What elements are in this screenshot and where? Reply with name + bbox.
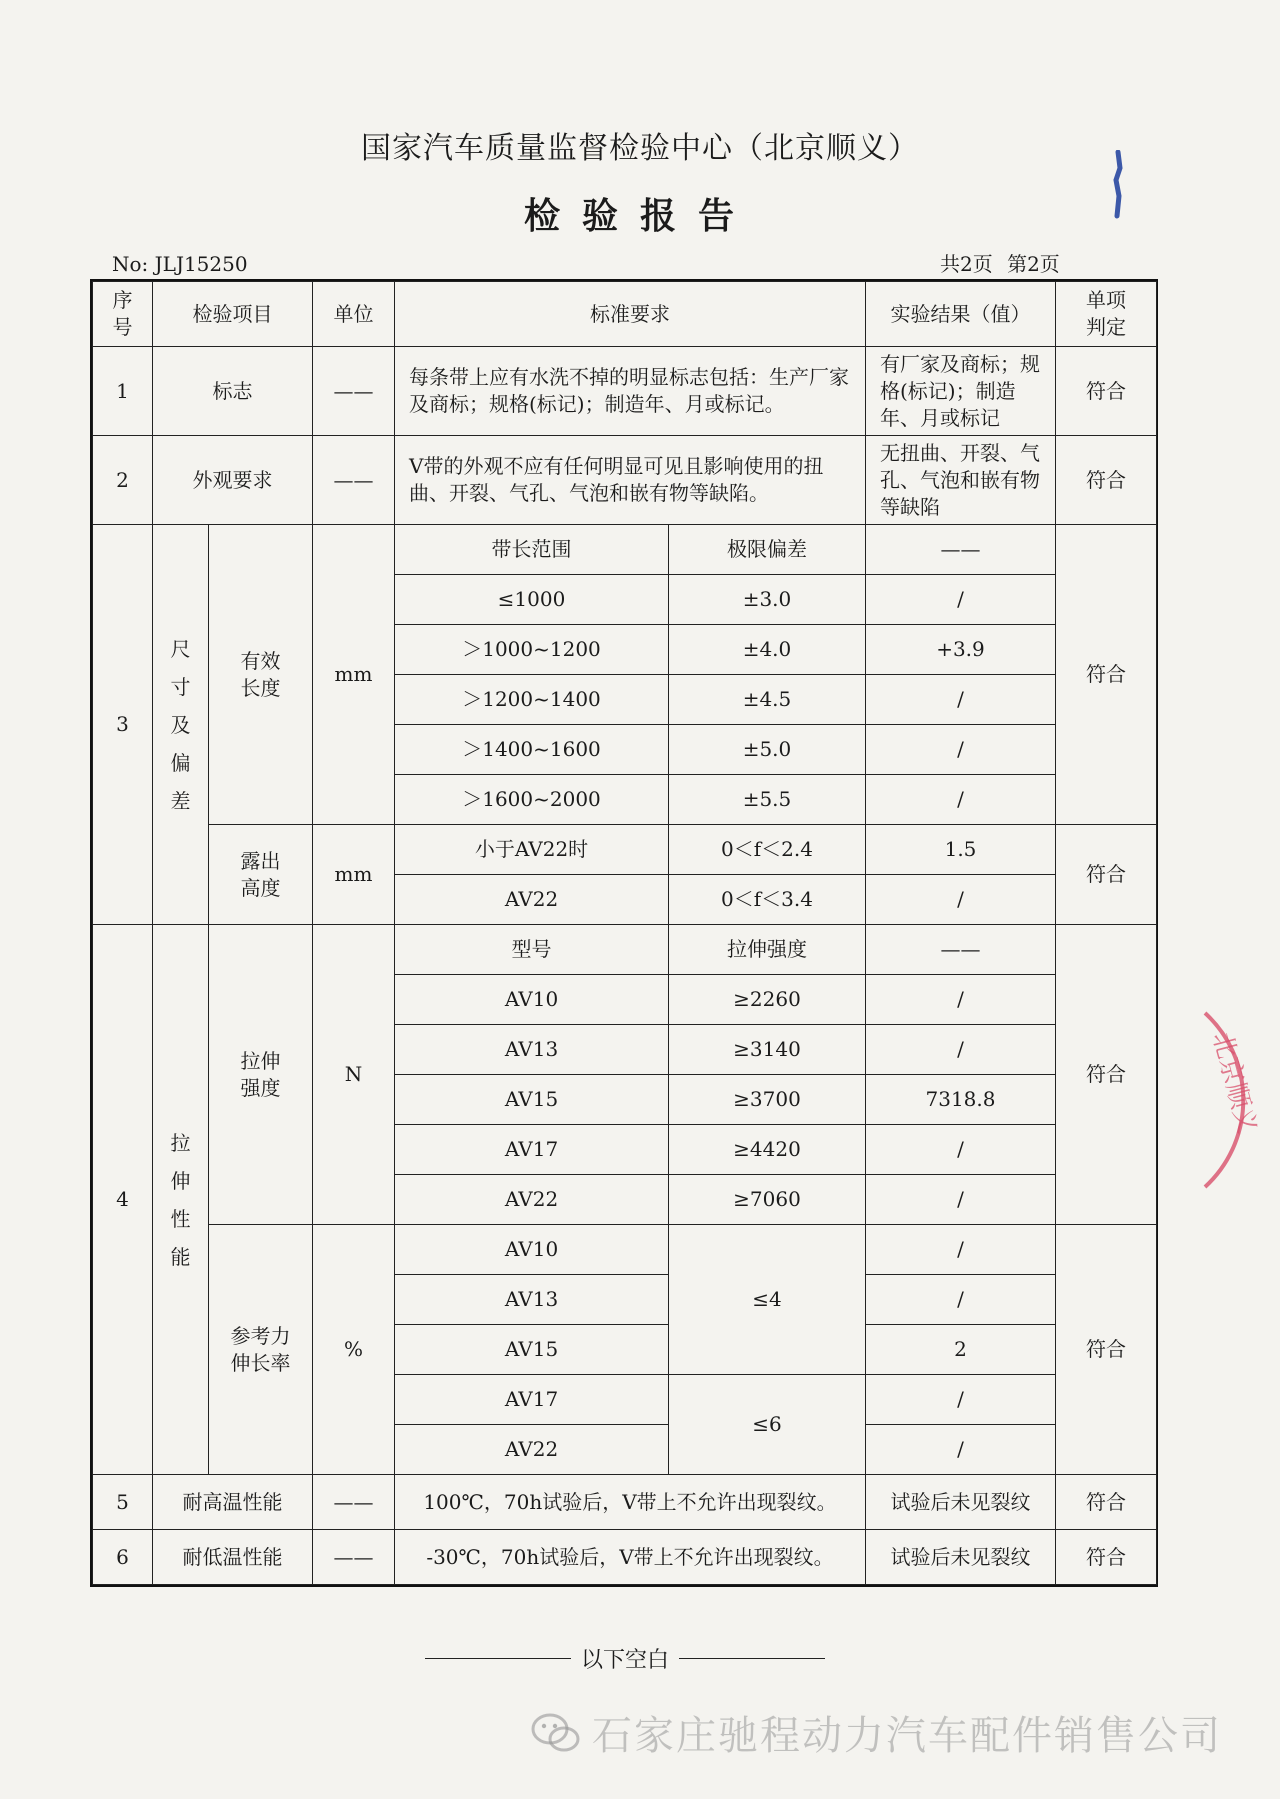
blank-below-text: 以下空白 [581,1648,670,1673]
row6-judge: 符合 [1056,1530,1157,1585]
length-result: / [866,775,1056,825]
table-row [93,1530,1157,1585]
length-range: ＞1000~1200 [395,625,669,675]
length-tolerance: ±3.0 [669,575,866,625]
report-number-value: JLJ15250 [154,252,248,276]
strength-result: / [866,1175,1056,1225]
elongation-item [209,1225,313,1475]
strength-model: AV22 [395,1175,669,1225]
table-row [93,1225,1157,1275]
length-tolerance: ±4.0 [669,625,866,675]
exposed-height-item [209,825,313,925]
row2-unit: —— [313,436,395,525]
strength-result: / [866,975,1056,1025]
report-title: 检验报告 [523,195,756,237]
org-title: 国家汽车质量监督检验中心（北京顺义） [361,131,919,166]
row2-result: 无扭曲、开裂、气孔、气泡和嵌有物等缺陷 [866,436,1056,525]
report-number [112,252,248,276]
elongation-model: AV10 [395,1225,669,1275]
row5-item: 耐高温性能 [153,1475,313,1530]
row6-unit: —— [313,1530,395,1585]
row1-judge: 符合 [1056,347,1157,436]
row5-standard: 100℃，70h试验后，V带上不允许出现裂纹。 [395,1475,866,1530]
row5-unit: —— [313,1475,395,1530]
elongation-model: AV17 [395,1375,669,1425]
row5-seq: 5 [93,1475,153,1530]
length-range: ＞1600~2000 [395,775,669,825]
row3-seq: 3 [93,525,153,925]
effective-length-item [209,525,313,825]
effective-length-judge: 符合 [1056,525,1157,825]
elongation-model: AV13 [395,1275,669,1325]
height-range: AV22 [395,875,669,925]
row1-standard: 每条带上应有水洗不掉的明显标志包括：生产厂家及商标；规格(标记)；制造年、月或标记。 [395,347,866,436]
strength-req: ≥3700 [669,1075,866,1125]
report-number-label: No: [112,252,149,276]
row2-judge: 符合 [1056,436,1157,525]
length-tolerance-header: 极限偏差 [669,525,866,575]
length-result-header: —— [866,525,1056,575]
strength-req: ≥3140 [669,1025,866,1075]
pen-mark-icon [1108,150,1128,220]
row6-seq: 6 [93,1530,153,1585]
elongation-unit: % [313,1225,395,1475]
row6-item: 耐低温性能 [153,1530,313,1585]
strength-model: AV10 [395,975,669,1025]
row4-group-text: 拉 伸 性 能 [170,1130,191,1269]
tensile-strength-item [209,925,313,1225]
tensile-strength-judge: 符合 [1056,925,1157,1225]
effective-length-unit: mm [313,525,395,825]
header-standard: 标准要求 [395,282,866,347]
row1-seq: 1 [93,347,153,436]
length-tolerance: ±5.0 [669,725,866,775]
watermark-text: 石家庄驰程动力汽车配件销售公司 [592,1713,1222,1759]
header-item: 检验项目 [153,282,313,347]
strength-header: 拉伸强度 [669,925,866,975]
height-result: / [866,875,1056,925]
row6-standard: -30℃，70h试验后，V带上不允许出现裂纹。 [395,1530,866,1585]
strength-result: / [866,1025,1056,1075]
row1-unit: —— [313,347,395,436]
table-row [93,347,1157,436]
row3-group [153,525,209,925]
elongation-judge: 符合 [1056,1225,1157,1475]
wechat-icon [530,1711,582,1755]
tensile-strength-unit: N [313,925,395,1225]
height-tolerance: 0＜f＜2.4 [669,825,866,875]
row4-group [153,925,209,1475]
length-result: / [866,675,1056,725]
row3-group-text: 尺 寸 及 偏 差 [170,636,191,813]
table-row [93,925,1157,975]
strength-result: 7318.8 [866,1075,1056,1125]
height-range: 小于AV22时 [395,825,669,875]
elongation-result: 2 [866,1325,1056,1375]
row6-result: 试验后未见裂纹 [866,1530,1056,1585]
exposed-height-unit: mm [313,825,395,925]
strength-model: AV13 [395,1025,669,1075]
header-judge: 单项 判定 [1056,282,1157,347]
watermark [530,1704,1222,1761]
header-result: 实验结果（值） [866,282,1056,347]
model-header: 型号 [395,925,669,975]
header-seq: 序 号 [93,282,153,347]
length-range-header: 带长范围 [395,525,669,575]
table-row [93,525,1157,575]
official-stamp-icon [1175,1005,1280,1195]
table-header-row [93,282,1157,347]
row1-result: 有厂家及商标；规格(标记)；制造年、月或标记 [866,347,1056,436]
strength-req: ≥7060 [669,1175,866,1225]
length-range: ＞1200~1400 [395,675,669,725]
height-tolerance: 0＜f＜3.4 [669,875,866,925]
row2-item: 外观要求 [153,436,313,525]
length-result: / [866,575,1056,625]
elongation-req-a: ≤4 [669,1225,866,1375]
elongation-result: / [866,1425,1056,1475]
row5-judge: 符合 [1056,1475,1157,1530]
effective-length-text: 有效 长度 [240,648,281,700]
length-range: ＞1400~1600 [395,725,669,775]
inspection-table [90,279,1158,1587]
height-result: 1.5 [866,825,1056,875]
row2-seq: 2 [93,436,153,525]
row2-standard: V带的外观不应有任何明显可见且影响使用的扭曲、开裂、气孔、气泡和嵌有物等缺陷。 [395,436,866,525]
strength-model: AV17 [395,1125,669,1175]
row1-item: 标志 [153,347,313,436]
length-tolerance: ±4.5 [669,675,866,725]
length-result: +3.9 [866,625,1056,675]
elongation-text: 参考力 伸长率 [230,1323,291,1375]
strength-result-header: —— [866,925,1056,975]
length-tolerance: ±5.5 [669,775,866,825]
tensile-strength-text: 拉伸 强度 [240,1048,281,1100]
note-line-right [679,1658,825,1659]
length-range: ≤1000 [395,575,669,625]
row4-seq: 4 [93,925,153,1475]
elongation-result: / [866,1225,1056,1275]
elongation-model: AV22 [395,1425,669,1475]
page-info: 共2页 第2页 [940,252,1060,276]
elongation-result: / [866,1375,1056,1425]
elongation-req-b: ≤6 [669,1375,866,1475]
blank-below-note [425,1643,825,1674]
exposed-height-judge: 符合 [1056,825,1157,925]
row5-result: 试验后未见裂纹 [866,1475,1056,1530]
strength-req: ≥4420 [669,1125,866,1175]
strength-model: AV15 [395,1075,669,1125]
stamp-text: 北京顺义 [1206,1029,1263,1138]
header-unit: 单位 [313,282,395,347]
exposed-height-text: 露出 高度 [240,848,281,900]
elongation-model: AV15 [395,1325,669,1375]
strength-req: ≥2260 [669,975,866,1025]
table-row [93,436,1157,525]
table-row [93,825,1157,875]
table-row [93,1475,1157,1530]
length-result: / [866,725,1056,775]
strength-result: / [866,1125,1056,1175]
elongation-result: / [866,1275,1056,1325]
note-line-left [425,1658,571,1659]
